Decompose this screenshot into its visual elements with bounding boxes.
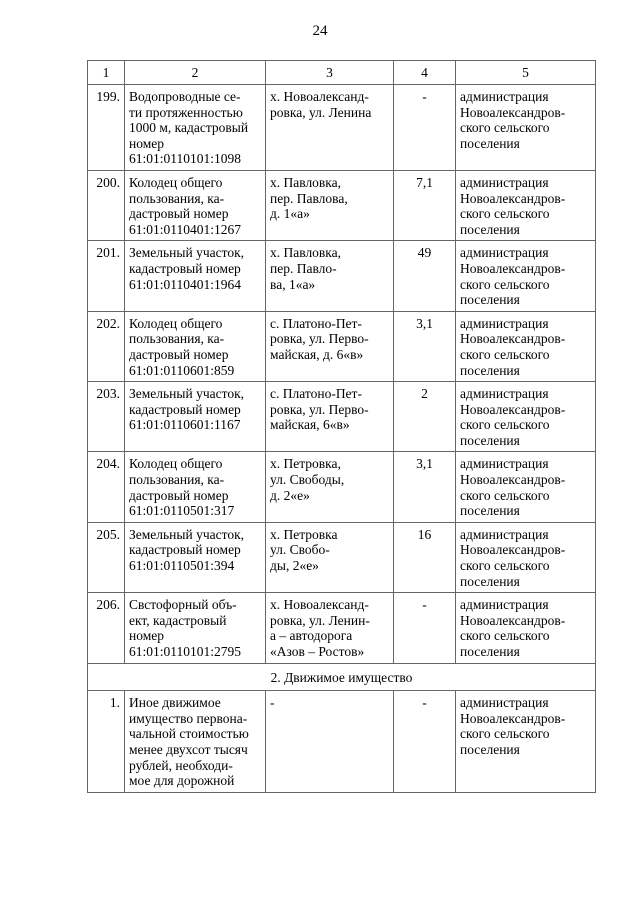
object-owner: администрация Новоалександров- ского сельского поселения bbox=[456, 691, 596, 793]
row-number: 199. bbox=[88, 85, 125, 171]
movable-section bbox=[88, 663, 596, 691]
header-col-4: 4 bbox=[394, 61, 456, 85]
row-number: 200. bbox=[88, 170, 125, 240]
object-owner: администрация Новоалександров- ского сельского поселения bbox=[456, 311, 596, 381]
object-owner: администрация Новоалександров- ского сельского поселения bbox=[456, 241, 596, 311]
row-number: 201. bbox=[88, 241, 125, 311]
immovable-property-rows bbox=[88, 85, 596, 664]
object-address: х. Павловка, пер. Павло- ва, 1«а» bbox=[266, 241, 394, 311]
object-name: Водопроводные се- ти протяженностью 1000 м, кадастровый номер 61:01:0110101:1098 bbox=[125, 85, 266, 171]
object-area: 49 bbox=[394, 241, 456, 311]
header-col-3: 3 bbox=[266, 61, 394, 85]
table-row bbox=[88, 593, 596, 663]
row-number: 202. bbox=[88, 311, 125, 381]
object-name: Иное движимое имущество первона- чальной стоимостью менее двухсот тысяч рублей, необходи- мое для дорожной bbox=[125, 691, 266, 793]
table-row bbox=[88, 691, 596, 793]
object-address: - bbox=[266, 691, 394, 793]
object-area: - bbox=[394, 691, 456, 793]
object-owner: администрация Новоалександров- ского сельского поселения bbox=[456, 85, 596, 171]
object-address: х. Новоалександ- ровка, ул. Ленин- а – автодорога «Азов – Ростов» bbox=[266, 593, 394, 663]
page-number: 24 bbox=[312, 23, 328, 39]
table-row bbox=[88, 170, 596, 240]
object-area: 7,1 bbox=[394, 170, 456, 240]
row-number: 1. bbox=[88, 691, 125, 793]
row-number: 206. bbox=[88, 593, 125, 663]
object-name: Земельный участок, кадастровый номер 61:01:0110501:394 bbox=[125, 522, 266, 592]
table-row bbox=[88, 241, 596, 311]
property-registry-table bbox=[87, 60, 596, 793]
table-row bbox=[88, 522, 596, 592]
header-col-2: 2 bbox=[125, 61, 266, 85]
object-owner: администрация Новоалександров- ского сельского поселения bbox=[456, 452, 596, 522]
header-col-5: 5 bbox=[456, 61, 596, 85]
table-row bbox=[88, 311, 596, 381]
object-area: 2 bbox=[394, 382, 456, 452]
table-row bbox=[88, 382, 596, 452]
object-area: 3,1 bbox=[394, 452, 456, 522]
table-row bbox=[88, 452, 596, 522]
object-address: х. Новоалександ- ровка, ул. Ленина bbox=[266, 85, 394, 171]
object-name: Колодец общего пользования, ка- дастровый номер 61:01:0110501:317 bbox=[125, 452, 266, 522]
object-area: 16 bbox=[394, 522, 456, 592]
object-area: 3,1 bbox=[394, 311, 456, 381]
object-name: Земельный участок, кадастровый номер 61:01:0110601:1167 bbox=[125, 382, 266, 452]
object-owner: администрация Новоалександров- ского сельского поселения bbox=[456, 593, 596, 663]
object-owner: администрация Новоалександров- ского сельского поселения bbox=[456, 382, 596, 452]
object-address: с. Платоно-Пет- ровка, ул. Перво- майская, 6«в» bbox=[266, 382, 394, 452]
object-address: с. Платоно-Пет- ровка, ул. Перво- майская, д. 6«в» bbox=[266, 311, 394, 381]
table-header-row bbox=[88, 61, 596, 85]
object-owner: администрация Новоалександров- ского сельского поселения bbox=[456, 522, 596, 592]
object-address: х. Павловка, пер. Павлова, д. 1«а» bbox=[266, 170, 394, 240]
section-header-row bbox=[88, 663, 596, 691]
object-address: х. Петровка ул. Свобо- ды, 2«е» bbox=[266, 522, 394, 592]
row-number: 205. bbox=[88, 522, 125, 592]
object-name: Земельный участок, кадастровый номер 61:01:0110401:1964 bbox=[125, 241, 266, 311]
object-area: - bbox=[394, 593, 456, 663]
object-name: Свстофорный объ- ект, кадастровый номер 61:01:0110101:2795 bbox=[125, 593, 266, 663]
object-area: - bbox=[394, 85, 456, 171]
movable-property-rows bbox=[88, 691, 596, 793]
object-owner: администрация Новоалександров- ского сельского поселения bbox=[456, 170, 596, 240]
object-name: Колодец общего пользования, ка- дастровый номер 61:01:0110601:859 bbox=[125, 311, 266, 381]
section-title: 2. Движимое имущество bbox=[88, 663, 596, 691]
table-row bbox=[88, 85, 596, 171]
row-number: 204. bbox=[88, 452, 125, 522]
object-name: Колодец общего пользования, ка- дастровый номер 61:01:0110401:1267 bbox=[125, 170, 266, 240]
header-col-1: 1 bbox=[88, 61, 125, 85]
row-number: 203. bbox=[88, 382, 125, 452]
object-address: х. Петровка, ул. Свободы, д. 2«е» bbox=[266, 452, 394, 522]
